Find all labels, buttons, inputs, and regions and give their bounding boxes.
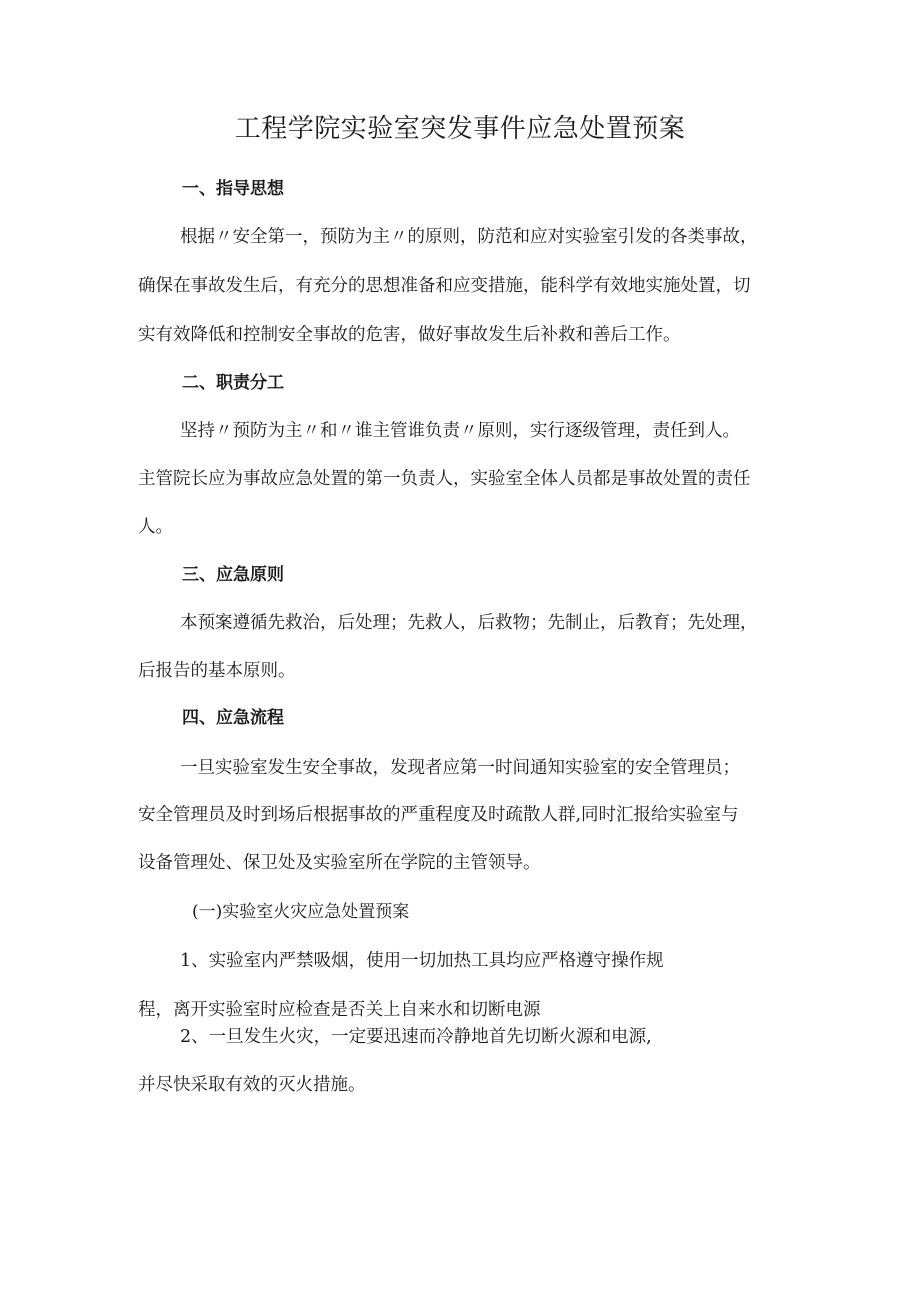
- list-item-line: 程，离开实验室时应检查是否关上自来水和切断电源: [138, 1000, 541, 1020]
- document-title: 工程学院实验室突发事件应急处置预案: [234, 114, 686, 144]
- paragraph-line: 确保在事故发生后，有充分的思想准备和应变措施，能科学有效地实施处置，切: [138, 276, 751, 296]
- paragraph-line: 主管院长应为事故应急处置的第一负责人，实验室全体人员都是事故处置的责任: [138, 469, 751, 489]
- list-item-line: 1、实验室内严禁吸烟，使用一切加热工具均应严格遵守操作规: [180, 951, 664, 971]
- section-heading-guiding-ideology: 一、指导思想: [182, 179, 284, 199]
- paragraph-line: 安全管理员及时到场后根据事故的严重程度及时疏散人群,同时汇报给实验室与: [138, 805, 739, 825]
- paragraph-line: 后报告的基本原则。: [138, 661, 296, 681]
- paragraph-line: 实有效降低和控制安全事故的危害，做好事故发生后补救和善后工作。: [138, 325, 681, 345]
- section-heading-emergency-procedure: 四、应急流程: [182, 708, 284, 728]
- paragraph-line: 一旦实验室发生安全事故，发现者应第一时间通知实验室的安全管理员；: [180, 758, 740, 778]
- list-item-line: 并尽快采取有效的灭火措施。: [138, 1075, 366, 1095]
- paragraph-line: 设备管理处、保卫处及实验室所在学院的主管领导。: [138, 853, 541, 873]
- paragraph-line: 坚持〃预防为主〃和〃谁主管谁负责〃原则，实行逐级管理，责任到人。: [180, 421, 740, 441]
- subsection-heading-fire-plan: (一)实验室火灾应急处置预案: [192, 902, 410, 922]
- section-heading-emergency-principles: 三、应急原则: [182, 565, 284, 585]
- paragraph-line: 本预案遵循先救治，后处理；先救人，后救物；先制止，后教育；先处理，: [180, 613, 758, 633]
- list-item-line: 2、一旦发生火灾，一定要迅速而冷静地首先切断火源和电源,: [180, 1027, 652, 1047]
- paragraph-line: 人。: [138, 517, 173, 537]
- section-heading-responsibilities: 二、职责分工: [182, 373, 284, 393]
- paragraph-line: 根据〃安全第一，预防为主〃的原则，防范和应对实验室引发的各类事故，: [180, 227, 758, 247]
